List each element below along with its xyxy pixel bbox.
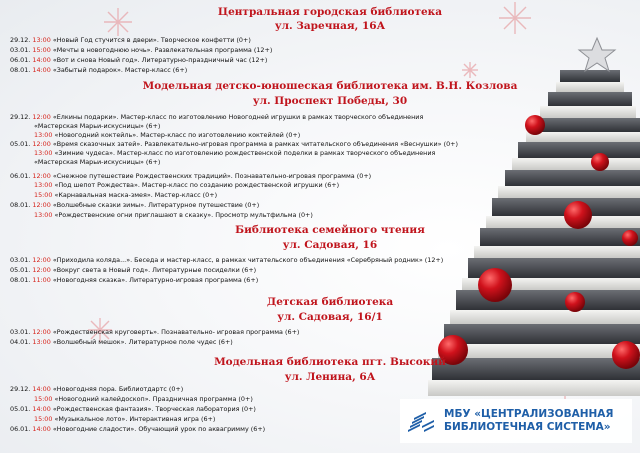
event-line: 08.01. 14:00 «Забытый подарок». Мастер-класс (6+) — [10, 66, 188, 74]
event-line: 29.12. 13:00 «Новый Год стучится в двери». Творческое конфетти (0+) — [10, 36, 251, 44]
event-line: 15:00 «Музыкальное лото». Интерактивная игра (6+) — [34, 415, 216, 423]
library-address: ул. Ленина, 6А — [284, 371, 376, 383]
event-line: 03.01. 15:00 «Мечты в новогоднюю ночь». Развлекательная программа (12+) — [10, 46, 273, 54]
event-line: 03.01. 12:00 «Рождественская круговерть». Познавательно- игровая программа (6+) — [10, 328, 300, 336]
event-line: 04.01. 13:00 «Волшебный мешок». Литературное поле чудес (6+) — [10, 338, 233, 346]
event-line: 15:00 «Новогодний калейдоскоп». Праздничная программа (0+) — [34, 395, 253, 403]
event-line: 05.01. 12:00 «Время сказочных затей». Развлекательно-игровая программа в рамках читательского объединения «Веснушки» (0+) — [10, 140, 458, 148]
event-line: 06.01. 14:00 «Вот и снова Новый год». Литературно-праздничный час (12+) — [10, 56, 268, 64]
library-name: Детская библиотека — [266, 296, 394, 308]
library-address: ул. Проспект Победы, 30 — [252, 95, 408, 107]
library-name: Модельная библиотека пгт. Высокий — [214, 356, 446, 368]
event-line: 05.01. 14:00 «Рождественская фантазия». Творческая лаборатория (0+) — [10, 405, 256, 413]
event-line: 03.01. 12:00 «Приходила коляда...». Беседа и мастер-класс, в рамках читательского объединения «Серебряный родник» (12+) — [10, 256, 444, 264]
event-line: 15:00 «Карнавальная маска-змея». Мастер-класс (0+) — [34, 191, 218, 199]
event-line: «Мастерская Марьи-искусницы» (6+) — [34, 158, 161, 166]
library-name: Библиотека семейного чтения — [235, 224, 425, 236]
library-address: ул. Заречная, 16А — [274, 20, 386, 32]
event-line: 05.01. 12:00 «Вокруг света в Новый год». Литературные посиделки (6+) — [10, 266, 257, 274]
event-line: 29.12. 12:00 «Елкины подарки». Мастер-класс по изготовлению Новогодней игрушки в рамках творческого объединения — [10, 113, 424, 121]
logo-line-2: БИБЛИОТЕЧНАЯ СИСТЕМА» — [444, 421, 611, 433]
library-address: ул. Садовая, 16 — [282, 239, 378, 251]
logo-line-1: МБУ «ЦЕНТРАЛИЗОВАННАЯ — [444, 408, 614, 420]
event-line: 13:00 «Рождественские огни приглашают в сказку». Просмотр мультфильма (0+) — [34, 211, 313, 219]
book-stack-logo-icon — [406, 406, 436, 436]
event-line: 13:00 «Зимние чудеса». Мастер-класс по изготовлению рождественской поделки в рамках творческого объединения — [34, 149, 436, 157]
event-line: 06.01. 12:00 «Снежное путешествие Рождественских традиций». Познавательно-игровая программа (0+) — [10, 172, 372, 180]
event-line: «Мастерская Марьи-искусницы» (6+) — [34, 122, 161, 130]
event-line: 13:00 «Под шепот Рождества». Мастер-класс по созданию рождественской игрушки (6+) — [34, 181, 340, 189]
library-address: ул. Садовая, 16/1 — [277, 311, 383, 323]
library-name: Модельная детско-юношеская библиотека им. В.Н. Козлова — [142, 80, 518, 92]
event-line: 13:00 «Новогодний коктейль». Мастер-класс по изготовлению коктейлей (0+) — [34, 131, 301, 139]
event-line: 08.01. 12:00 «Волшебные сказки зимы». Литературное путешествие (0+) — [10, 201, 260, 209]
organization-logo — [400, 399, 632, 443]
event-line: 06.01. 14:00 «Новогодние сладости». Обучающий урок по аквагримму (6+) — [10, 425, 266, 433]
event-line: 29.12. 14:00 «Новогодняя пора. Библиотдартс (0+) — [10, 385, 184, 393]
library-name: Центральная городская библиотека — [217, 6, 443, 18]
event-line: 08.01. 11:00 «Новогодняя сказка». Литературно-игровая программа (6+) — [10, 276, 259, 284]
